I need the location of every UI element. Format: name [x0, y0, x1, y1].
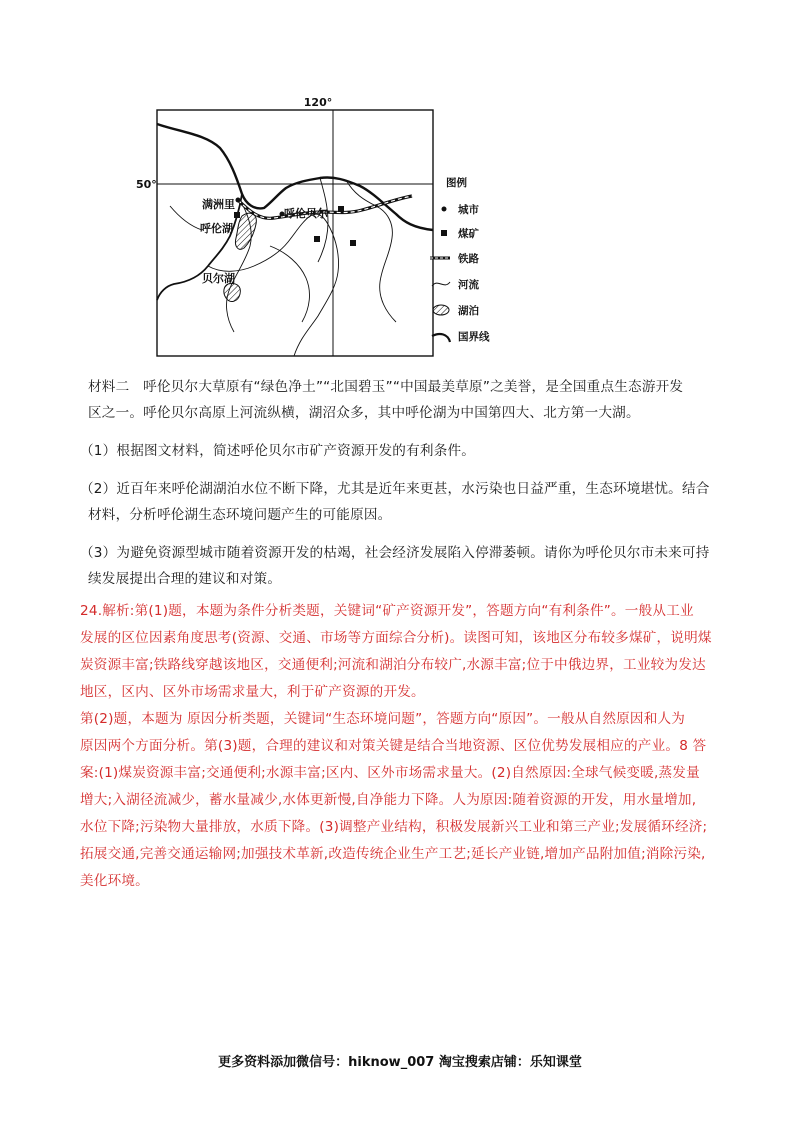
- legend-coal-icon: [441, 230, 447, 236]
- question-2-line2: 材料，分析呼伦湖生态环境问题产生的可能原因。: [88, 507, 392, 523]
- label-hulun-lake: 呼伦湖: [200, 222, 233, 235]
- coal-mine-2: [338, 206, 344, 212]
- buir-lake: [224, 283, 241, 301]
- river-5: [270, 246, 309, 322]
- longitude-label: 120°: [303, 96, 333, 109]
- legend-river-icon: [432, 282, 450, 286]
- answer-line: 炭资源丰富;铁路线穿越该地区，交通便利;河流和湖泊分布较广,水源丰富;位于中俄边界，工业较为发达: [80, 657, 706, 673]
- coal-mine-4: [350, 240, 356, 246]
- hulun-lake: [235, 213, 256, 249]
- answer-line: 地区，区内、区外市场需求量大，利于矿产资源的开发。: [80, 684, 425, 700]
- label-buir-lake: 贝尔湖: [202, 272, 235, 285]
- legend-border-icon: [432, 334, 450, 342]
- label-hulunbuir: 呼伦贝尔: [284, 207, 328, 220]
- material2-line2: 区之一。呼伦贝尔高原上河流纵横，湖沼众多，其中呼伦湖为中国第四大、北方第一大湖。: [88, 405, 640, 421]
- coal-mine-1: [234, 212, 240, 218]
- legend-lake: 湖泊: [458, 305, 479, 317]
- material2-line1: 材料二 呼伦贝尔大草原有“绿色净土”“北国碧玉”“中国最美草原”之美誉，是全国重点生态游开发: [88, 379, 684, 395]
- city-manzhouli: [236, 198, 241, 203]
- answer-line: 案:(1)煤炭资源丰富;交通便利;水源丰富;区内、区外市场需求量大。(2)自然原因:全球气候变暖,蒸发量: [80, 765, 700, 781]
- river-3: [318, 178, 328, 262]
- legend-coal-mine: 煤矿: [458, 228, 479, 240]
- legend-title: 图例: [446, 177, 467, 189]
- legend-city-icon: [442, 207, 447, 212]
- legend-city: 城市: [458, 204, 479, 216]
- answer-line: 增大;入湖径流减少，蓄水量减少,水体更新慢,自净能力下降。人为原因:随着资源的开发，用水量增加,: [80, 792, 697, 808]
- latitude-label: 50°: [136, 178, 157, 191]
- answer-line: 24.解析:第(1)题，本题为条件分析类题，关键词“矿产资源开发”，答题方向“有利条件”。一般从工业: [80, 603, 694, 619]
- legend-lake-icon: [433, 305, 449, 315]
- legend-river: 河流: [458, 279, 479, 291]
- answer-line: 第(2)题，本题为 原因分析类题，关键词“生态环境问题”，答题方向“原因”。一般从自然原因和人为: [80, 711, 686, 727]
- question-2-line1: （2）近百年来呼伦湖湖泊水位不断下降，尤其是近年来更甚，水污染也日益严重，生态环境堪忧。结合: [80, 481, 710, 497]
- river-6: [170, 206, 202, 230]
- answer-line: 发展的区位因素角度思考(资源、交通、市场等方面综合分析)。读图可知，该地区分布较多煤矿，说明煤: [80, 630, 712, 646]
- legend-railway: 铁路: [458, 253, 479, 265]
- answer-line: 水位下降;污染物大量排放，水质下降。(3)调整产业结构，积极发展新兴工业和第三产业;发展循环经济;: [80, 819, 708, 835]
- coal-mine-3: [314, 236, 320, 242]
- answer-line: 拓展交通,完善交通运输网;加强技术革新,改造传统企业生产工艺;延长产业链,增加产品附加值;消除污染,: [80, 846, 706, 862]
- map-legend: [430, 176, 490, 343]
- answer-line: 原因两个方面分析。第(3)题，合理的建议和对策关键是结合当地资源、区位优势发展相应的产业。8 答: [80, 738, 707, 754]
- legend-border: 国界线: [458, 331, 490, 343]
- question-1: （1）根据图文材料，简述呼伦贝尔市矿产资源开发的有利条件。: [80, 443, 476, 459]
- hulunbuir-map: [136, 96, 510, 358]
- answer-line: 美化环境。: [80, 873, 149, 889]
- question-3-line2: 续发展提出合理的建议和对策。: [88, 571, 282, 587]
- label-manzhouli: 满洲里: [202, 198, 235, 211]
- question-3-line1: （3）为避免资源型城市随着资源开发的枯竭，社会经济发展陷入停滞萎顿。请你为呼伦贝尔市未来可持: [80, 545, 710, 561]
- page-footer: 更多资料添加微信号：hiknow_007 淘宝搜索店铺：乐知课堂: [218, 1055, 582, 1070]
